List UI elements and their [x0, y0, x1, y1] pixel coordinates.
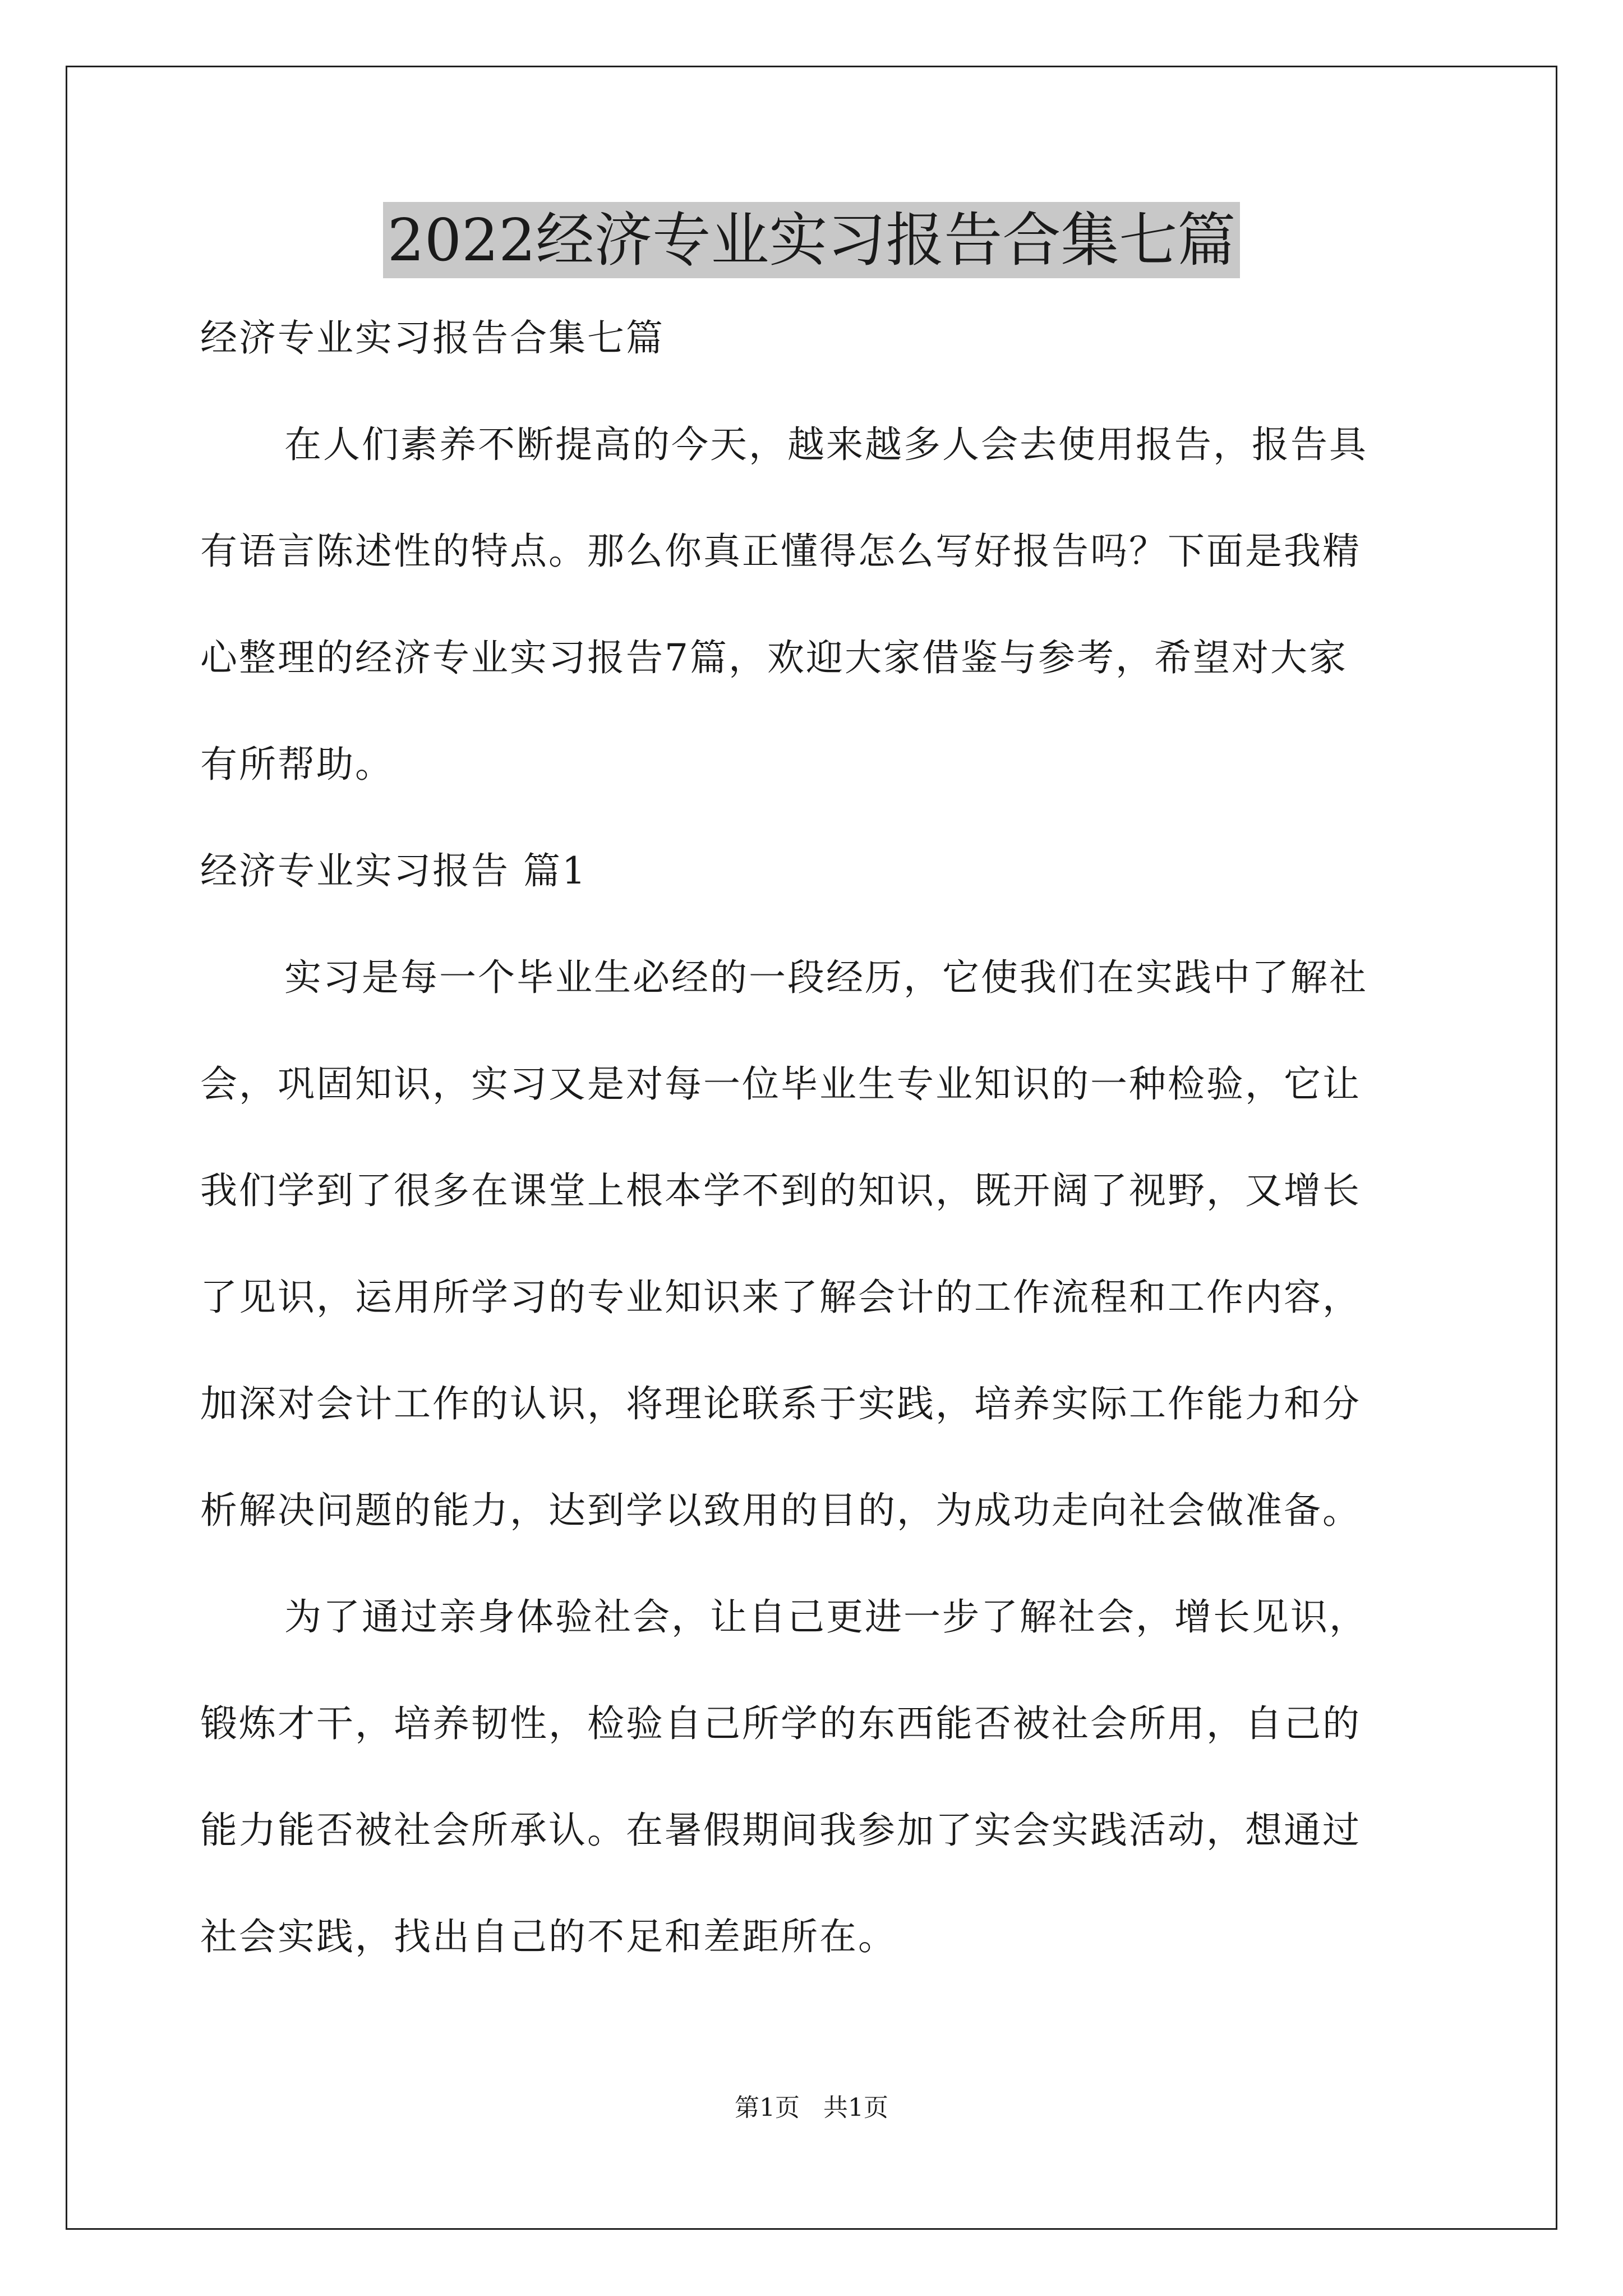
title-container: [0, 202, 1623, 278]
text-line: 锻炼才干，培养韧性，检验自己所学的东西能否被社会所用，自己的: [200, 1702, 1361, 1745]
text-line: 了见识，运用所学习的专业知识来了解会计的工作流程和工作内容，: [200, 1276, 1361, 1319]
text-line: 经济专业实习报告 篇1: [200, 849, 587, 892]
document-body: [200, 307, 1434, 2013]
text-line: 我们学到了很多在课堂上根本学不到的知识，既开阔了视野，又增长: [200, 1169, 1361, 1212]
text-line: 在人们素养不断提高的今天，越来越多人会去使用报告，报告具: [284, 423, 1368, 466]
text-line: 为了通过亲身体验社会，让自己更进一步了解社会，增长见识，: [284, 1595, 1368, 1639]
text-line: 有所帮助。: [200, 743, 394, 786]
text-line: 社会实践，找出自己的不足和差距所在。: [200, 1915, 897, 1958]
text-line: 会，巩固知识，实习又是对每一位毕业生专业知识的一种检验，它让: [200, 1062, 1361, 1106]
text-line: 经济专业实习报告合集七篇: [200, 316, 665, 360]
document-title: 2022经济专业实习报告合集七篇: [383, 202, 1241, 278]
text-line: 能力能否被社会所承认。在暑假期间我参加了实会实践活动，想通过: [200, 1809, 1361, 1852]
text-line: 心整理的经济专业实习报告7篇，欢迎大家借鉴与参考，希望对大家: [200, 636, 1348, 679]
text-line: 析解决问题的能力，达到学以致用的目的，为成功走向社会做准备。: [200, 1489, 1361, 1532]
page-footer: 第1页 共1页: [735, 2093, 888, 2122]
text-line: 实习是每一个毕业生必经的一段经历，它使我们在实践中了解社: [284, 956, 1368, 999]
text-line: 加深对会计工作的认识，将理论联系于实践，培养实际工作能力和分: [200, 1382, 1361, 1425]
text-line: 有语言陈述性的特点。那么你真正懂得怎么写好报告吗？下面是我精: [200, 530, 1361, 573]
